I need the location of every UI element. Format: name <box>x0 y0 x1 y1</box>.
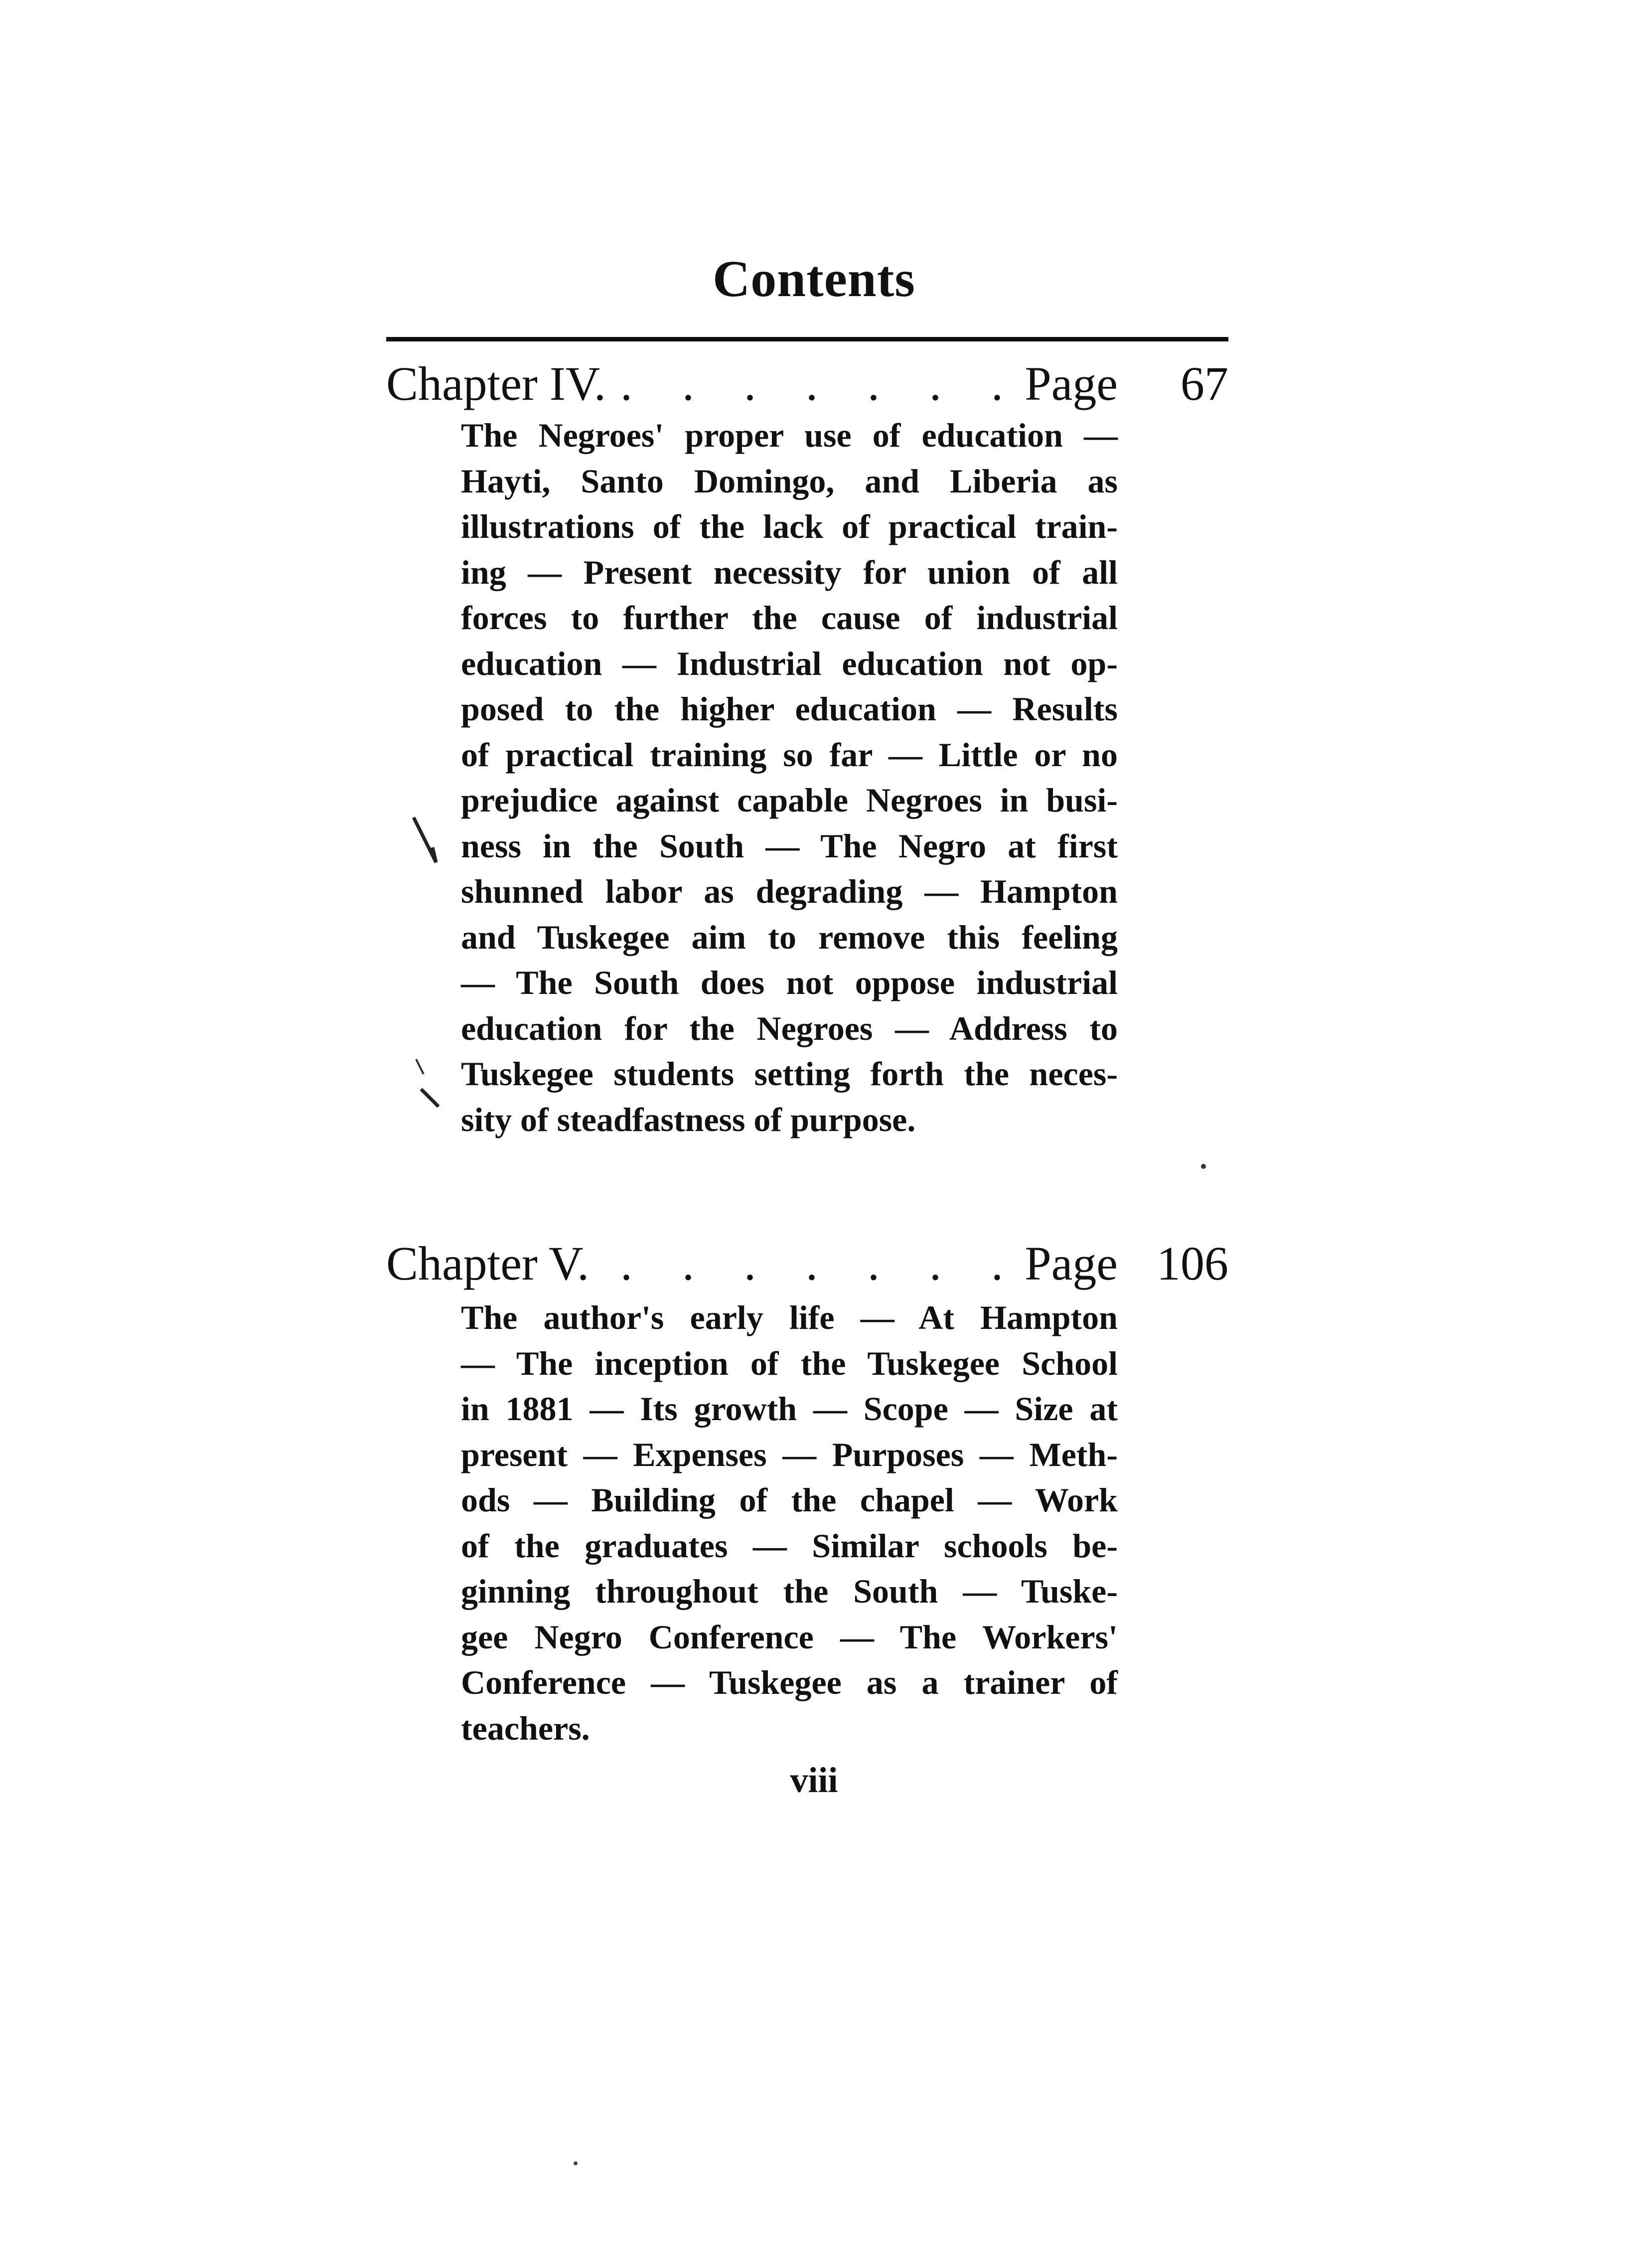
summary-line: present — Expenses — Purposes — Meth- <box>461 1435 1118 1473</box>
page-title: Contents <box>713 250 915 308</box>
chapter-label: Chapter V. <box>386 1237 590 1290</box>
summary-line: Hayti, Santo Domingo, and Liberia as <box>461 462 1118 500</box>
summary-line: posed to the higher education — Results <box>461 690 1118 728</box>
summary-line: prejudice against capable Negroes in busi- <box>461 781 1118 819</box>
summary-line: — The inception of the Tuskegee School <box>461 1344 1118 1382</box>
page-folio: viii <box>790 1760 838 1800</box>
summary-line: illustrations of the lack of practical train- <box>461 507 1118 545</box>
page-word: Page <box>1025 1237 1118 1290</box>
summary-line: and Tuskegee aim to remove this feeling <box>461 918 1118 956</box>
summary-line: — The South does not oppose industrial <box>461 964 1118 1001</box>
summary-line: Tuskegee students setting forth the neces- <box>461 1055 1118 1093</box>
summary-line: in 1881 — Its growth — Scope — Size at <box>461 1390 1118 1428</box>
margin-pencil-mark <box>416 1059 424 1074</box>
margin-pencil-mark <box>421 1089 439 1107</box>
summary-line: education for the Negroes — Address to <box>461 1009 1118 1047</box>
leader-dots: . . . . . . . <box>620 1237 1022 1290</box>
page-number: 106 <box>1157 1237 1228 1290</box>
summary-line: ness in the South — The Negro at first <box>461 826 1118 865</box>
summary-line: of the graduates — Similar schools be- <box>461 1526 1118 1565</box>
stray-dot <box>1201 1164 1206 1169</box>
summary-line: of practical training so far — Little or no <box>461 735 1118 774</box>
summary-line: teachers. <box>461 1709 590 1747</box>
summary-line: ginning throughout the South — Tuske- <box>461 1572 1118 1610</box>
summary-line: ods — Building of the chapel — Work <box>461 1481 1118 1519</box>
summary-line: ing — Present necessity for union of all <box>461 553 1118 591</box>
summary-line: The author's early life — At Hampton <box>461 1298 1118 1336</box>
summary-line: The Negroes' proper use of education — <box>461 416 1118 454</box>
page-word: Page <box>1025 357 1118 410</box>
margin-pencil-mark <box>414 817 436 862</box>
leader-dots: . . . . . . . <box>620 357 1022 410</box>
summary-line: shunned labor as degrading — Hampton <box>461 872 1118 910</box>
chapter-label: Chapter IV. <box>386 357 606 410</box>
stray-dot <box>574 2161 578 2165</box>
summary-line: forces to further the cause of industrial <box>461 599 1118 637</box>
page-number: 67 <box>1181 357 1228 410</box>
summary-line: Conference — Tuskegee as a trainer of <box>461 1663 1118 1701</box>
summary-line: education — Industrial education not op- <box>461 644 1118 682</box>
summary-line: gee Negro Conference — The Workers' <box>461 1618 1118 1656</box>
summary-line: sity of steadfastness of purpose. <box>461 1100 916 1138</box>
